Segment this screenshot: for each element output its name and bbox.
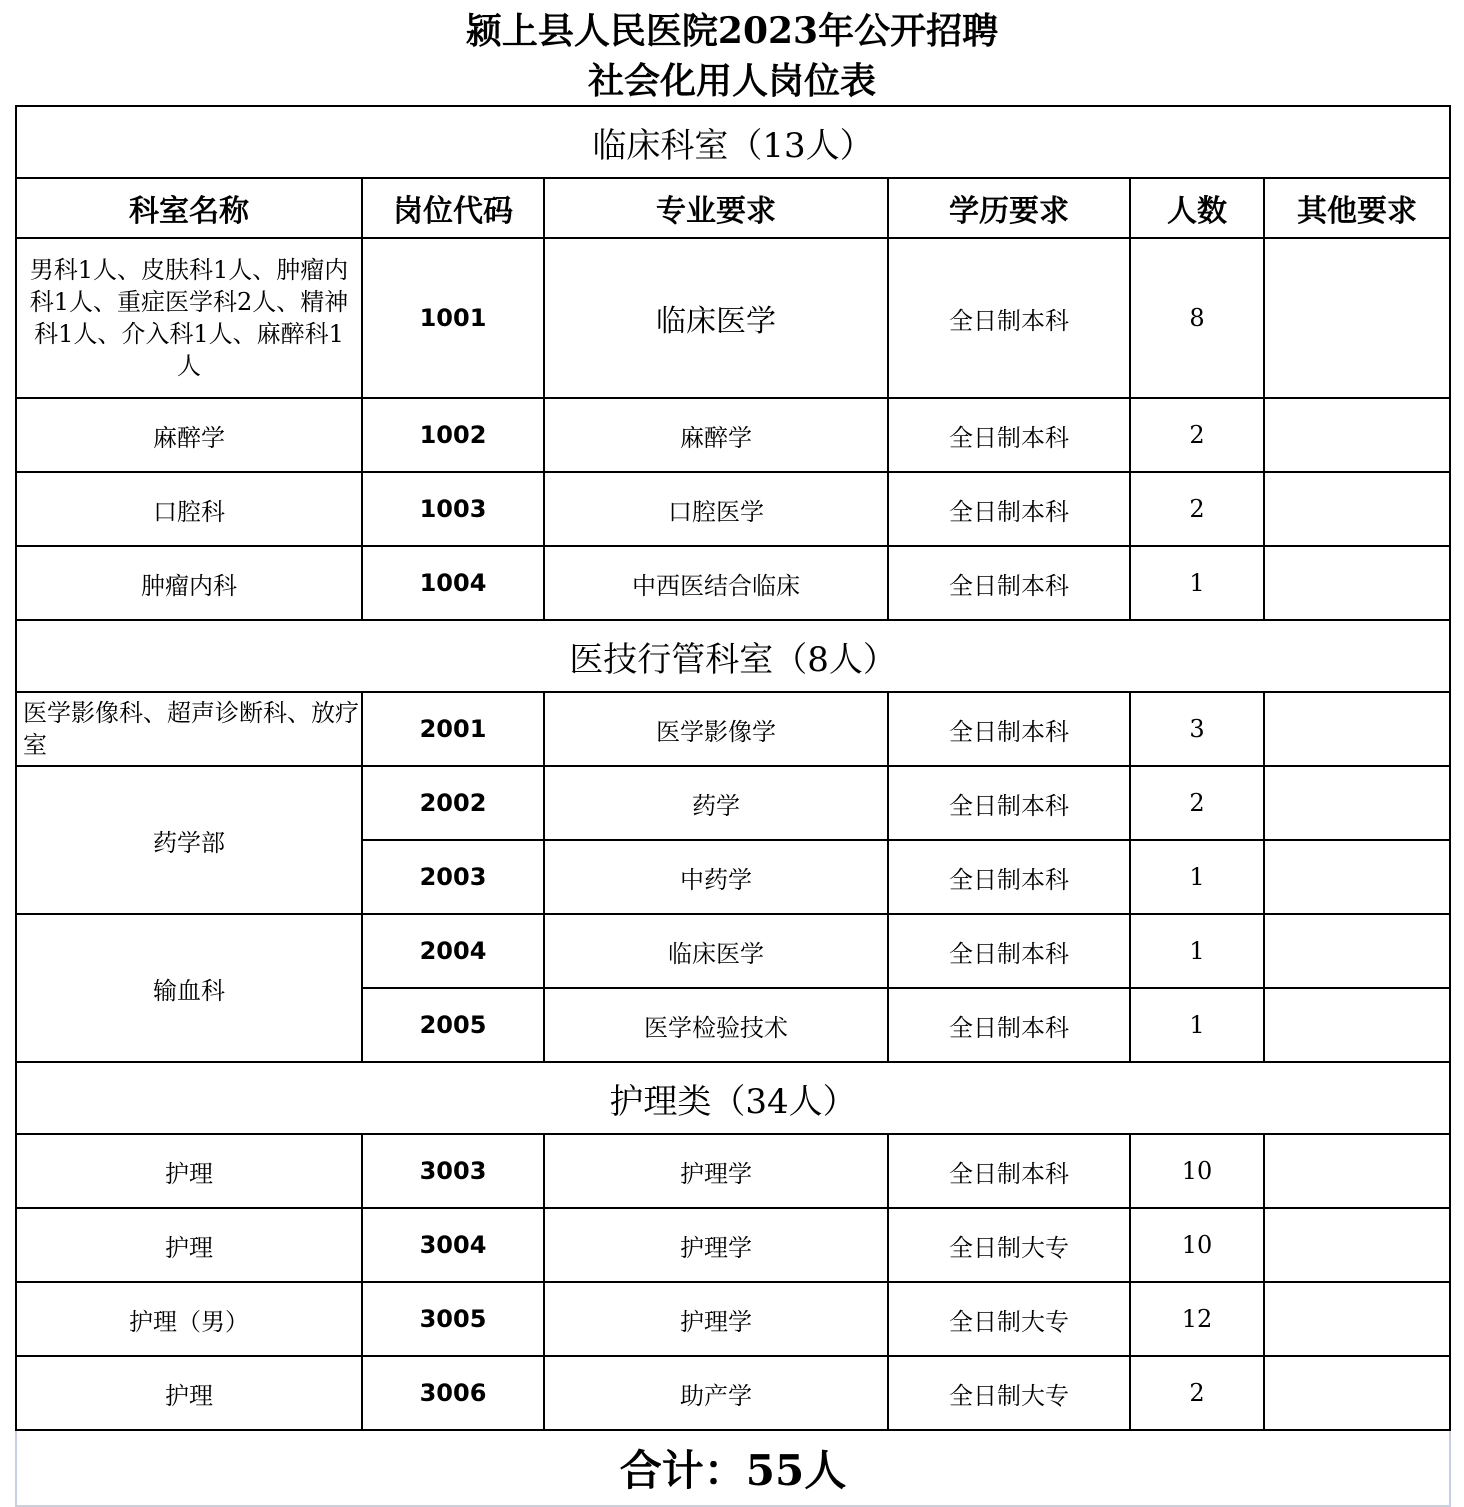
count-cell: 10 [1130,1208,1264,1282]
table-row [16,398,1450,472]
code-cell: 3003 [362,1134,544,1208]
header-major: 专业要求 [544,178,888,238]
edu-cell: 全日制本科 [888,988,1130,1062]
other-cell [1264,546,1450,620]
edu-cell: 全日制本科 [888,472,1130,546]
other-cell [1264,398,1450,472]
major-cell: 医学影像学 [544,692,888,766]
major-cell: 护理学 [544,1134,888,1208]
major-cell: 护理学 [544,1208,888,1282]
header-dept: 科室名称 [16,178,362,238]
edu-cell: 全日制大专 [888,1282,1130,1356]
code-cell: 3006 [362,1356,544,1430]
dept-cell: 肿瘤内科 [16,546,362,620]
table-row [16,1208,1450,1282]
section-title-nursing: 护理类（34人） [16,1062,1450,1134]
table-row [16,546,1450,620]
major-cell: 医学检验技术 [544,988,888,1062]
header-other: 其他要求 [1264,178,1450,238]
major-cell: 中西医结合临床 [544,546,888,620]
header-edu: 学历要求 [888,178,1130,238]
code-cell: 3004 [362,1208,544,1282]
section-title-clinical: 临床科室（13人） [16,106,1450,178]
code-cell: 2005 [362,988,544,1062]
major-cell: 助产学 [544,1356,888,1430]
table-row [16,1282,1450,1356]
count-cell: 2 [1130,766,1264,840]
code-cell: 2003 [362,840,544,914]
major-cell: 麻醉学 [544,398,888,472]
other-cell [1264,766,1450,840]
other-cell [1264,1282,1450,1356]
count-cell: 1 [1130,840,1264,914]
code-cell: 1001 [362,238,544,398]
table-row [16,766,1450,840]
other-cell [1264,1134,1450,1208]
major-cell: 护理学 [544,1282,888,1356]
edu-cell: 全日制大专 [888,1356,1130,1430]
dept-cell: 口腔科 [16,472,362,546]
dept-cell: 护理（男） [16,1282,362,1356]
dept-cell: 护理 [16,1208,362,1282]
dept-cell: 护理 [16,1134,362,1208]
code-cell: 3005 [362,1282,544,1356]
other-cell [1264,238,1450,398]
other-cell [1264,472,1450,546]
other-cell [1264,840,1450,914]
dept-cell: 医学影像科、超声诊断科、放疗室 [16,692,362,766]
dept-cell: 药学部 [16,766,362,914]
page-title: 颍上县人民医院2023年公开招聘 [465,10,999,52]
count-cell: 1 [1130,988,1264,1062]
other-cell [1264,914,1450,988]
major-cell: 中药学 [544,840,888,914]
table-row [16,914,1450,988]
section-title-medtech: 医技行管科室（8人） [16,620,1450,692]
dept-cell: 男科1人、皮肤科1人、肿瘤内科1人、重症医学科2人、精神科1人、介入科1人、麻醉科1人 [16,238,362,398]
edu-cell: 全日制本科 [888,914,1130,988]
edu-cell: 全日制本科 [888,766,1130,840]
edu-cell: 全日制本科 [888,840,1130,914]
dept-cell: 麻醉学 [16,398,362,472]
table-row [16,238,1450,398]
code-cell: 2004 [362,914,544,988]
count-cell: 2 [1130,472,1264,546]
code-cell: 1002 [362,398,544,472]
other-cell [1264,988,1450,1062]
count-cell: 2 [1130,1356,1264,1430]
header-count: 人数 [1130,178,1264,238]
count-cell: 8 [1130,238,1264,398]
edu-cell: 全日制本科 [888,692,1130,766]
table-header [16,178,1450,238]
total-row: 合计：55人 [16,1430,1450,1506]
code-cell: 1004 [362,546,544,620]
code-cell: 1003 [362,472,544,546]
other-cell [1264,1208,1450,1282]
major-cell: 口腔医学 [544,472,888,546]
dept-cell: 输血科 [16,914,362,1062]
edu-cell: 全日制本科 [888,546,1130,620]
dept-cell: 护理 [16,1356,362,1430]
page-subtitle: 社会化用人岗位表 [587,60,876,102]
table-row [16,1134,1450,1208]
count-cell: 1 [1130,914,1264,988]
edu-cell: 全日制大专 [888,1208,1130,1282]
count-cell: 12 [1130,1282,1264,1356]
other-cell [1264,692,1450,766]
header-code: 岗位代码 [362,178,544,238]
code-cell: 2002 [362,766,544,840]
edu-cell: 全日制本科 [888,1134,1130,1208]
major-cell: 临床医学 [544,914,888,988]
other-cell [1264,1356,1450,1430]
count-cell: 1 [1130,546,1264,620]
edu-cell: 全日制本科 [888,238,1130,398]
positions-table [15,105,1451,1507]
major-cell: 临床医学 [544,238,888,398]
table-row [16,1356,1450,1430]
edu-cell: 全日制本科 [888,398,1130,472]
code-cell: 2001 [362,692,544,766]
count-cell: 10 [1130,1134,1264,1208]
major-cell: 药学 [544,766,888,840]
count-cell: 3 [1130,692,1264,766]
count-cell: 2 [1130,398,1264,472]
table-row [16,692,1450,766]
table-row [16,472,1450,546]
